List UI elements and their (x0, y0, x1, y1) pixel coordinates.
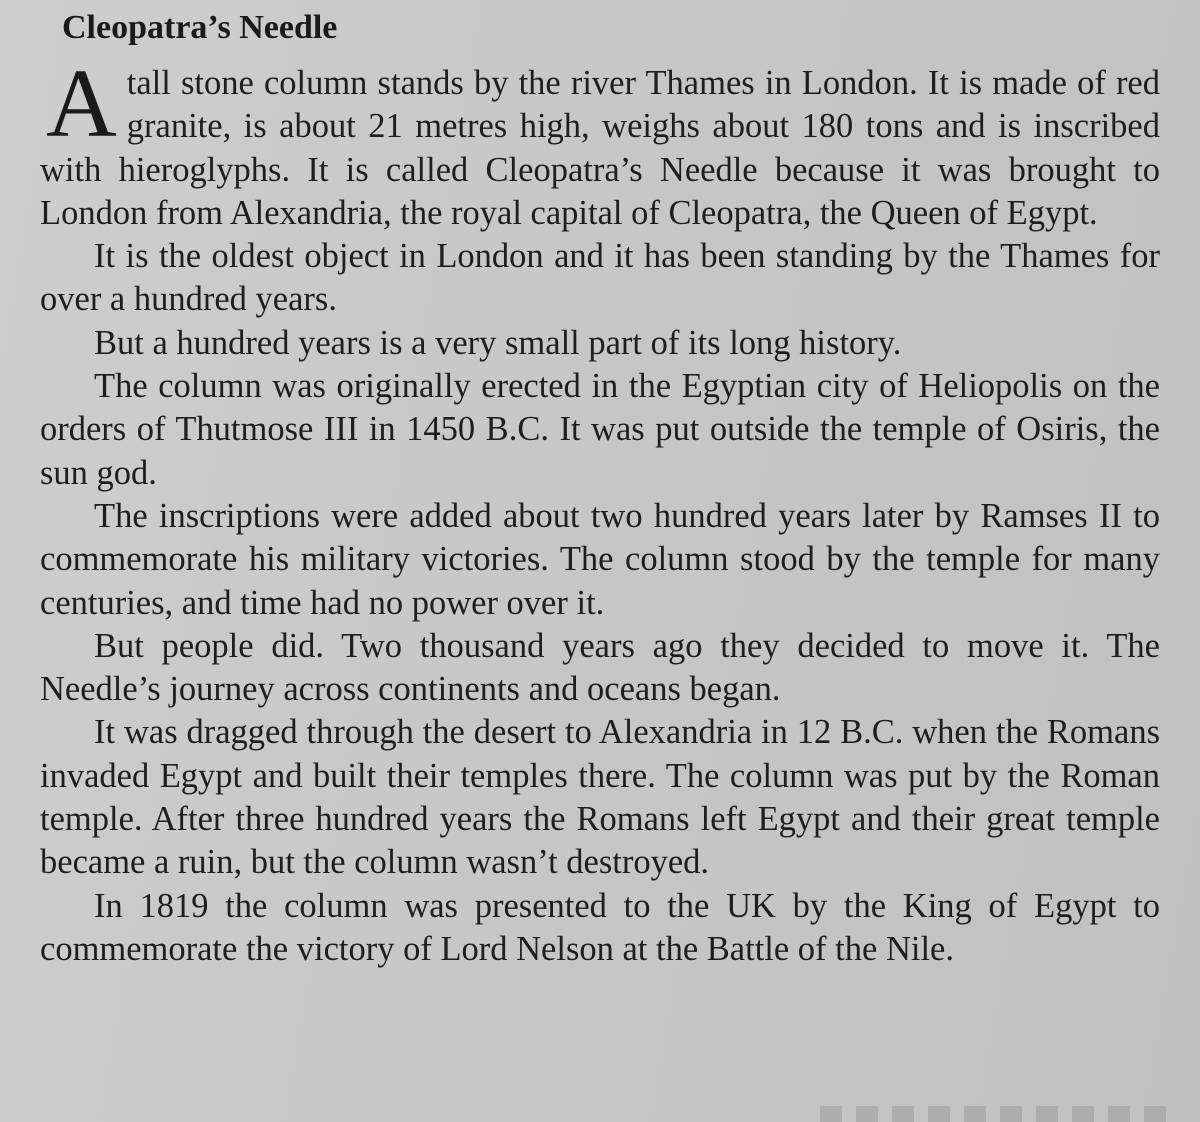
bleed-through-text (820, 1106, 1180, 1122)
paragraph-5: The inscriptions were added about two hundred years later by Ramses II to commemorate his military victories. The column stood by the temple for many centuries, and time had no power over it. (40, 496, 1160, 622)
paragraph-4: The column was originally erected in the Egyptian city of Heliopolis on the orders of Thutmose III in 1450 B.C. It was put outside the temple of Osiris, the sun god. (40, 367, 1160, 492)
article-body (40, 50, 1160, 971)
paragraph-3: But a hundred years is a very small part of its long history. (94, 323, 902, 362)
article-title: Cleopatra’s Needle (62, 9, 338, 46)
paragraph-6: But people did. Two thousand years ago they decided to move it. The Needle’s journey across continents and oceans began. (40, 626, 1160, 709)
paragraph-2: It is the oldest object in London and it has been standing by the Thames for over a hundred years. (40, 237, 1160, 319)
paragraph-7: It was dragged through the desert to Alexandria in 12 B.C. when the Romans invaded Egypt and built their temples there. The column was put by the Roman temple. After three hundred years the Romans left Egypt and their great temple became a ruin, but the column wasn’t destroyed. (40, 713, 1160, 882)
paragraph-1 (40, 50, 1160, 235)
paragraph-8: In 1819 the column was presented to the UK by the King of Egypt to commemorate the victory of Lord Nelson at the Battle of the Nile. (40, 886, 1160, 968)
drop-cap: A (46, 50, 117, 158)
paragraph-1-text: tall stone column stands by the river Thames in London. It is made of red granite, is about 21 metres high, weighs about 180 tons and is inscribed with hieroglyphs. It is called Cleopatra’s Needle because it was brought to London from Alexandria, the royal capital of Cleopatra, the Queen of Egypt. (40, 64, 1160, 232)
